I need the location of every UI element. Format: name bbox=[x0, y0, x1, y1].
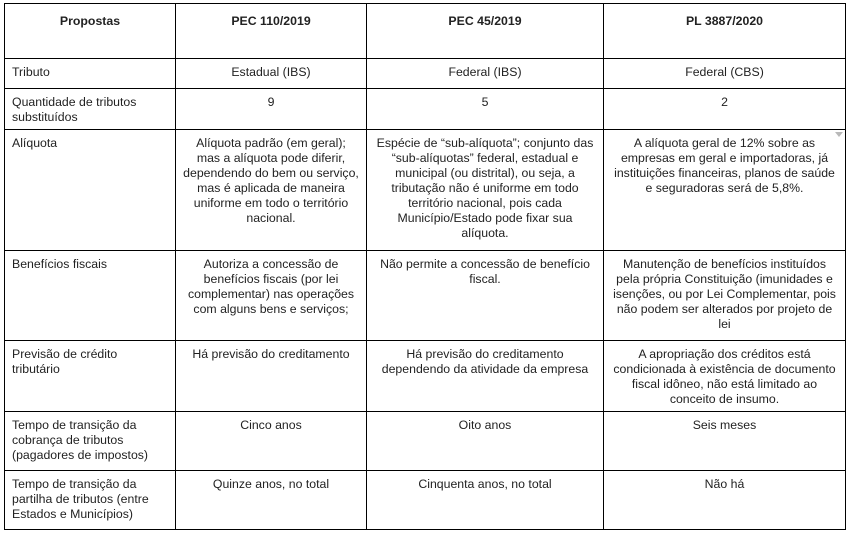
cell-pec-45: Não permite a concessão de benefício fiscal. bbox=[367, 251, 604, 341]
row-label-tempo-cobranca: Tempo de transição da cobrança de tributos (pagadores de impostos) bbox=[5, 412, 176, 471]
cell-pec-45: Cinquenta anos, no total bbox=[367, 471, 604, 530]
table-row bbox=[5, 130, 846, 251]
cell-pl-3887: Federal (CBS) bbox=[604, 59, 846, 89]
cell-pec-45: Espécie de “sub-alíquota”; conjunto das “sub-alíquotas” federal, estadual e municipal (ou distrital), ou seja, a tributação não é uniforme em todo território nacional, pois cada Município/Estado pode fixar sua alíquota. bbox=[367, 130, 604, 251]
comparison-table bbox=[4, 3, 846, 530]
cell-pl-3887: A apropriação dos créditos está condicionada à existência de documento fiscal idôneo, não está limitado ao conceito de insumo. bbox=[604, 341, 846, 412]
cell-pec-45: Há previsão do creditamento dependendo da atividade da empresa bbox=[367, 341, 604, 412]
header-pec-110: PEC 110/2019 bbox=[176, 4, 367, 59]
cell-pec-110: Estadual (IBS) bbox=[176, 59, 367, 89]
cell-pec-110: 9 bbox=[176, 89, 367, 130]
cell-pl-3887: 2 bbox=[604, 89, 846, 130]
cell-pec-45: 5 bbox=[367, 89, 604, 130]
table-row bbox=[5, 412, 846, 471]
table-row bbox=[5, 251, 846, 341]
cell-pl-3887: Manutenção de benefícios instituídos pela própria Constituição (imunidades e isenções, ou por Lei Complementar, pois não podem ser alterados por projeto de lei bbox=[604, 251, 846, 341]
cell-pec-110: Quinze anos, no total bbox=[176, 471, 367, 530]
cell-pl-3887: Seis meses bbox=[604, 412, 846, 471]
row-label-previsao: Previsão de crédito tributário bbox=[5, 341, 176, 412]
cell-text: A alíquota geral de 12% sobre as empresas em geral e importadoras, já instituições financeiras, planos de saúde e seguradoras será de 5,8%. bbox=[614, 136, 835, 195]
table-row bbox=[5, 89, 846, 130]
header-pl-3887: PL 3887/2020 bbox=[604, 4, 846, 59]
chevron-down-icon[interactable] bbox=[835, 132, 843, 137]
header-row bbox=[5, 4, 846, 59]
row-label-quantidade: Quantidade de tributos substituídos bbox=[5, 89, 176, 130]
cell-pec-45: Federal (IBS) bbox=[367, 59, 604, 89]
header-propostas: Propostas bbox=[5, 4, 176, 59]
cell-pec-110: Alíquota padrão (em geral); mas a alíquota pode diferir, dependendo do bem ou serviço, mas é aplicada de maneira uniforme em todo o território nacional. bbox=[176, 130, 367, 251]
cell-pec-110: Cinco anos bbox=[176, 412, 367, 471]
table-row bbox=[5, 59, 846, 89]
header-pec-45: PEC 45/2019 bbox=[367, 4, 604, 59]
cell-pl-3887: Não há bbox=[604, 471, 846, 530]
cell-pec-110: Há previsão do creditamento bbox=[176, 341, 367, 412]
cell-pec-110: Autoriza a concessão de benefícios fiscais (por lei complementar) nas operações com alguns bens e serviços; bbox=[176, 251, 367, 341]
cell-content-wrapper bbox=[611, 136, 838, 196]
row-label-tributo: Tributo bbox=[5, 59, 176, 89]
table-row bbox=[5, 471, 846, 530]
table-row bbox=[5, 341, 846, 412]
cell-pl-3887[interactable] bbox=[604, 130, 846, 251]
row-label-aliquota: Alíquota bbox=[5, 130, 176, 251]
row-label-beneficios: Benefícios fiscais bbox=[5, 251, 176, 341]
cell-pec-45: Oito anos bbox=[367, 412, 604, 471]
row-label-tempo-partilha: Tempo de transição da partilha de tributos (entre Estados e Municípios) bbox=[5, 471, 176, 530]
